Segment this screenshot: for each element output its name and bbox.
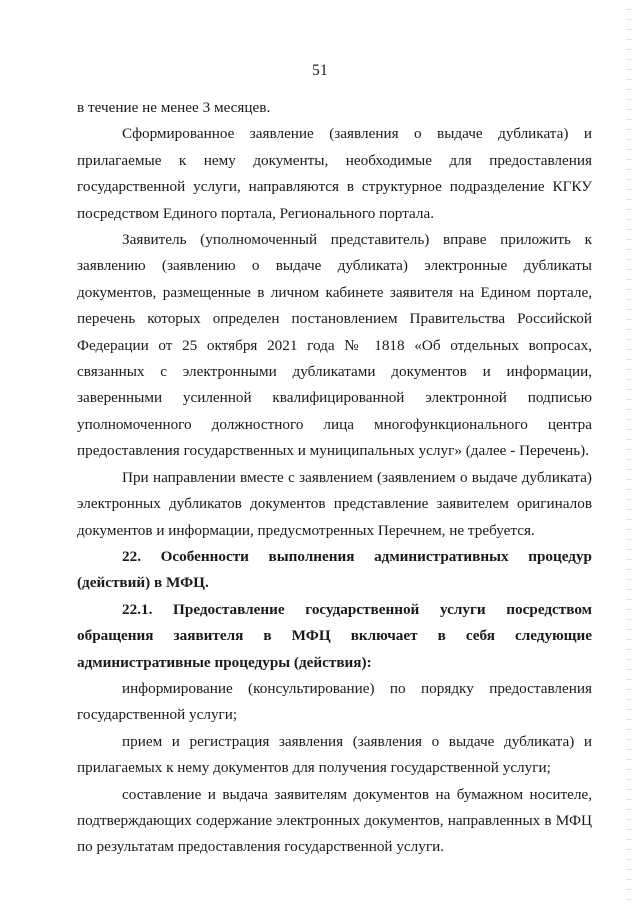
paragraph-continuation: в течение не менее 3 месяцев. xyxy=(77,99,271,116)
document-body xyxy=(77,95,592,861)
list-item-issuing: составление и выдача заявителям документов на бумажном носителе, подтверждающих содержание электронных документов, направленных в МФЦ по результатам предоставления государственной услуги. xyxy=(77,785,592,856)
subsection-heading-22-1: 22.1. Предоставление государственной услуги посредством обращения заявителя в МФЦ включает в себя следующие административные процедуры (действия): xyxy=(77,600,592,671)
paragraph-originals-not-required: При направлении вместе с заявлением (заявлением о выдаче дубликата) электронных дубликатов документов представление заявителем оригиналов документов и информации, предусмотренных Перечнем, не требуется. xyxy=(77,468,592,539)
list-item-reception: прием и регистрация заявления (заявления о выдаче дубликата) и прилагаемых к нему документов для получения государственной услуги; xyxy=(77,732,592,777)
list-item-informing: информирование (консультирование) по порядку предоставления государственной услуги; xyxy=(77,679,592,724)
section-heading-22: 22. Особенности выполнения административных процедур (действий) в МФЦ. xyxy=(77,547,592,592)
page-number: 51 xyxy=(311,62,329,79)
scan-edge-marks xyxy=(626,0,632,905)
paragraph-applicant-attach: Заявитель (уполномоченный представитель) вправе приложить к заявлению (заявлению о выдаче дубликата) электронные дубликаты документов, размещенные в личном кабинете заявителя на Едином портале, перечень которых определен постановлением Правительства Российской Федерации от 25 октября 2021 года № 1818 «Об отдельных вопросах, связанных с электронными дубликатами документов и информации, заверенными усиленной квалифицированной электронной подписью уполномоченного должностного лица многофункционального центра предоставления государственных и муниципальных услуг» (далее - Перечень). xyxy=(77,231,592,460)
paragraph-application-sent: Сформированное заявление (заявления о выдаче дубликата) и прилагаемые к нему документы, необходимые для предоставления государственной услуги, направляются в структурное подразделение КГКУ посредством Единого портала, Регионального портала. xyxy=(77,125,592,222)
